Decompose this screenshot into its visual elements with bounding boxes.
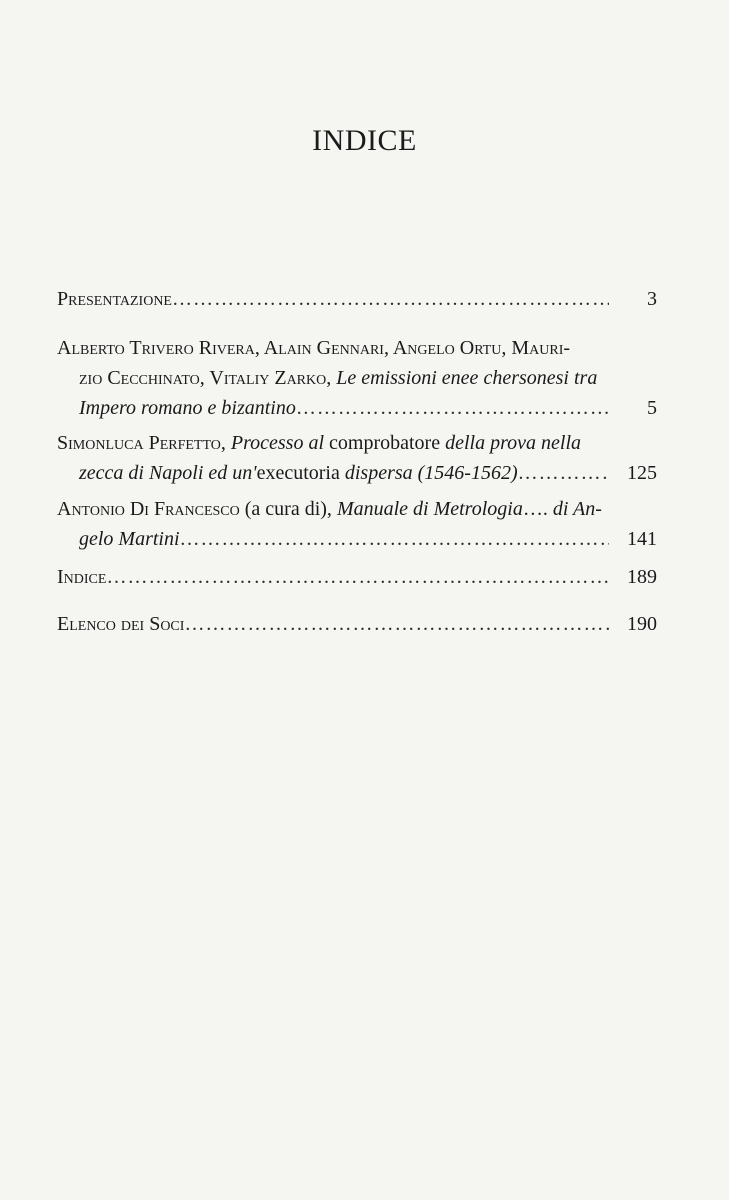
toc-entry-presentazione [57,284,657,314]
toc-entry-title-roman: comprobatore [329,432,441,454]
toc-page-number: 125 [627,462,657,484]
leader-dots [106,562,609,592]
leader-dots [184,609,609,639]
toc-entry-title: Elenco dei Soci [57,613,185,635]
toc-entry-authors-line2: zio Cecchinato, Vitaliy Zarko, [79,367,332,389]
toc-page-number: 190 [627,613,657,635]
leader-dots [172,284,609,314]
toc-entry-line1 [57,428,657,458]
toc-entry-indice [57,562,657,592]
toc-entry-ellipsis: …. [522,498,548,520]
toc-page-number: 141 [627,528,657,550]
toc-entry-authors: Alberto Trivero Rivera, Alain Gennari, Angelo Ortu, Mauri- [57,337,571,359]
toc-entry-author: Antonio Di Francesco [57,498,240,520]
toc-entry-processo [57,428,657,488]
toc-entry-title-cont [79,458,518,488]
toc-entry-manuale [57,494,657,554]
toc-entry-title-roman: executoria [256,462,340,484]
toc-entry-emissioni-enee [57,333,657,423]
toc-entry-title: di An- [552,498,602,520]
toc-entry-title: zecca di Napoli ed un' [79,462,257,484]
toc-entry-title-cont: Impero romano e bizantino [79,397,296,419]
toc-entry-title: Le emissioni enee chersonesi tra [336,367,598,389]
toc-entry-author: Simonluca Perfetto, [57,432,226,454]
toc-page-number: 5 [647,397,657,419]
leader-dots [296,393,609,423]
toc-entry-elenco-soci [57,609,657,639]
leader-dots [518,458,609,488]
toc-page-number: 3 [647,288,657,310]
toc-entry-editor-note: (a cura di), [244,498,332,520]
toc-entry-title: Processo al [230,432,325,454]
toc-entry-line1 [57,494,657,524]
toc-entry-title: dispersa (1546-1562) [344,462,518,484]
toc-entry-title: Manuale di Metrologia [336,498,523,520]
toc-entry-authors-cont [57,363,657,393]
toc-entry-title: Presentazione [57,288,172,310]
toc-entry-title: della prova nella [445,432,582,454]
toc-entry-title-cont: gelo Martini [79,528,180,550]
leader-dots [180,524,609,554]
toc-entry-title: Indice [57,566,107,588]
page-title: INDICE [312,124,417,157]
toc-page-number: 189 [627,566,657,588]
